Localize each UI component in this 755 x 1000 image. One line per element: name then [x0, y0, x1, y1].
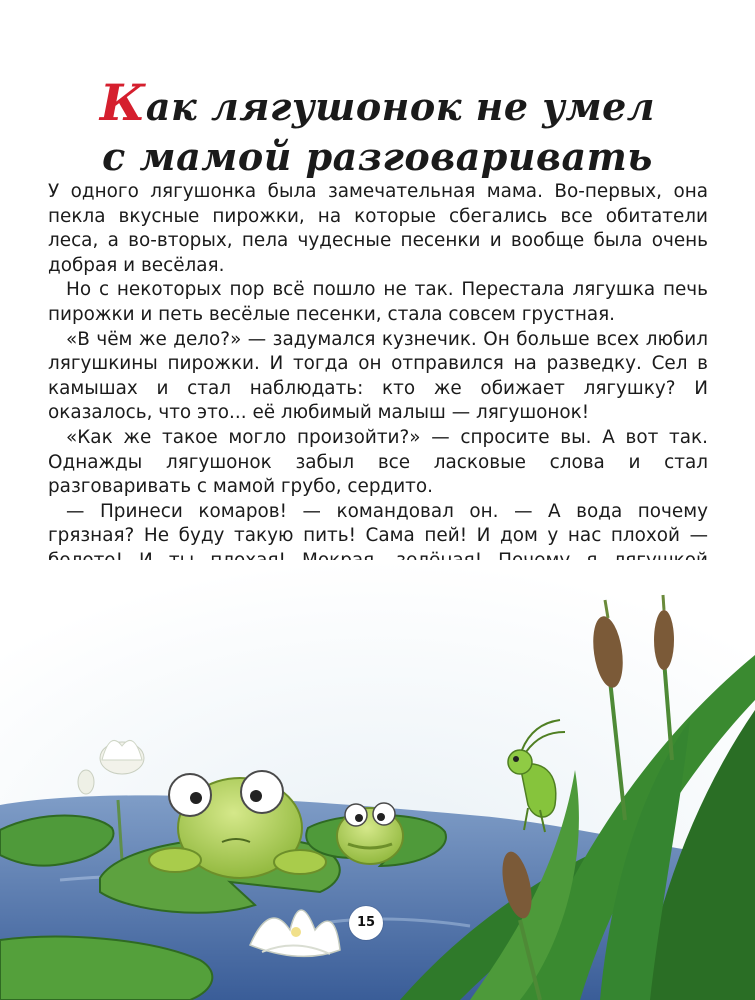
title-line-2: с мамой разговаривать [102, 134, 653, 179]
paragraph-1: У одного лягушонка была замечательная мама. Во-первых, она пекла вкусные пирожки, на которые сбегались все обитатели леса, а во-вторых, пела чудесные песенки и вообще была очень добрая и весёлая. [48, 181, 708, 276]
story-text [48, 180, 708, 623]
title-initial-letter: К [99, 73, 146, 132]
paragraph-2: Но с некоторых пор всё пошло не так. Перестала лягушка печь пирожки и петь весёлые песенки, стала совсем грустная. [48, 279, 708, 325]
paragraph-5: — Принеси комаров! — командовал он. — А вода почему грязная? Не буду такую пить! Сама пей! И дом у нас плохой — [48, 500, 708, 547]
paragraph-3: «В чём же дело?» — задумался кузнечик. Он больше всех любил лягушкины пирожки. И тогда он отправился на разведку. Сел в камышах и стал наблюдать: кто же обижает лягушку? И оказалось, что это... её любимый малыш — лягушонок! [48, 328, 708, 424]
paragraph-4: «Как же такое могло произойти?» — спросите вы. А вот так. Однажды лягушонок забыл все ласковые слова и стал разговаривать с мамой грубо, сердито. [48, 426, 708, 498]
small-frog-icon [337, 803, 403, 864]
title-line-1 [0, 73, 755, 132]
story-title [0, 73, 755, 182]
page-number: 15 [349, 906, 383, 940]
title-line-1-text: ак лягушонок не умел [145, 84, 656, 129]
